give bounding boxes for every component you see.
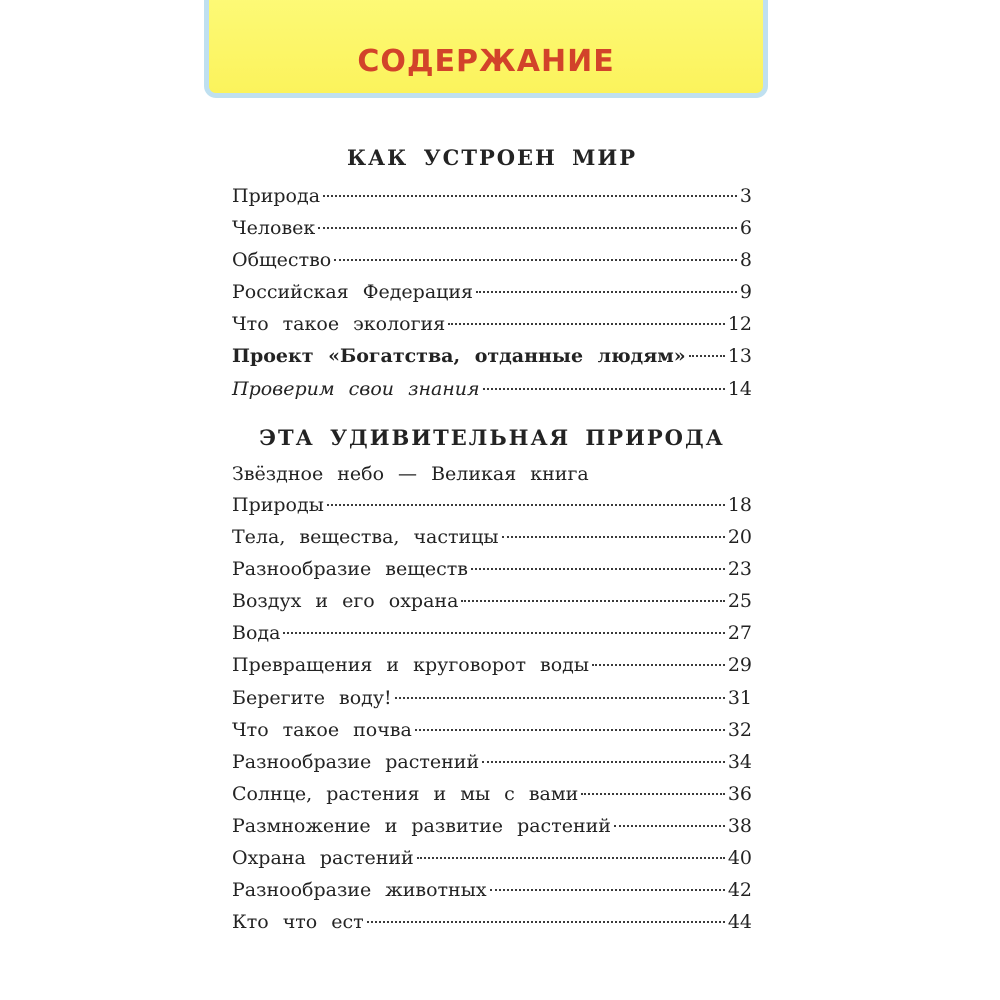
dot-leader bbox=[283, 632, 724, 634]
toc-entry-page: 44 bbox=[727, 911, 752, 934]
toc-entry-substance-variety[interactable] bbox=[232, 553, 752, 585]
toc-entry-title: Воздух и его охрана bbox=[232, 590, 459, 613]
dot-leader bbox=[476, 291, 737, 293]
dot-leader bbox=[482, 761, 725, 763]
toc-entry-title: Что такое почва bbox=[232, 718, 412, 741]
toc-entry-page: 42 bbox=[727, 879, 752, 902]
toc-entry-page: 12 bbox=[727, 313, 752, 336]
dot-leader bbox=[581, 793, 725, 795]
toc-entry-title: Вода bbox=[232, 622, 281, 645]
toc-entry-starry-sky[interactable] bbox=[232, 460, 752, 521]
toc-entry-society[interactable] bbox=[232, 244, 752, 276]
toc-entry-project[interactable] bbox=[232, 340, 752, 372]
toc-entry-page: 34 bbox=[727, 750, 752, 773]
dot-leader bbox=[448, 323, 725, 325]
dot-leader bbox=[689, 355, 725, 357]
toc-entry-ecology[interactable] bbox=[232, 308, 752, 340]
toc-entry-page: 32 bbox=[727, 718, 752, 741]
toc-entry-who-eats-what[interactable] bbox=[232, 906, 752, 938]
toc-entry-title: Солнце, растения и мы с вами bbox=[232, 782, 579, 805]
toc-entry-title: Кто что ест bbox=[232, 911, 364, 934]
dot-leader bbox=[502, 536, 725, 538]
toc-entry-title: Природы bbox=[232, 494, 324, 516]
dot-leader bbox=[417, 857, 725, 859]
toc-entry-page: 13 bbox=[727, 345, 752, 368]
toc-entry-page: 29 bbox=[727, 654, 752, 677]
toc-entry-page: 14 bbox=[727, 377, 752, 400]
dot-leader bbox=[323, 195, 737, 197]
toc-entry-plant-protection[interactable] bbox=[232, 842, 752, 874]
toc-entry-water-cycle[interactable] bbox=[232, 649, 752, 681]
toc-entry-page: 27 bbox=[727, 622, 752, 645]
contents-title: СОДЕРЖАНИЕ bbox=[357, 44, 615, 79]
dot-leader bbox=[318, 227, 737, 229]
toc-entry-animal-variety[interactable] bbox=[232, 874, 752, 906]
toc-entry-human[interactable] bbox=[232, 212, 752, 244]
toc-entry-title: Тела, вещества, частицы bbox=[232, 526, 499, 549]
toc-entry-title: Разнообразие веществ bbox=[232, 558, 468, 581]
toc-entry-title: Человек bbox=[232, 217, 316, 240]
toc-entry-title: Разнообразие животных bbox=[232, 879, 487, 902]
toc-entry-page: 36 bbox=[727, 782, 752, 805]
dot-leader bbox=[592, 664, 725, 666]
section-heading-amazing-nature: ЭТА УДИВИТЕЛЬНАЯ ПРИРОДА bbox=[259, 425, 725, 450]
toc-list-section-1 bbox=[232, 180, 752, 405]
toc-entry-title: Охрана растений bbox=[232, 847, 414, 870]
toc-entry-title: Берегите воду! bbox=[232, 686, 392, 709]
toc-entry-title: Природа bbox=[232, 185, 321, 207]
toc-entry-page: 8 bbox=[739, 249, 752, 272]
toc-list-section-2 bbox=[232, 460, 752, 938]
toc-entry-title: Разнообразие растений bbox=[232, 750, 480, 773]
toc-entry-title: Общество bbox=[232, 249, 332, 272]
toc-entry-title: Размножение и развитие растений bbox=[232, 814, 611, 837]
toc-entry-title: Российская Федерация bbox=[232, 281, 474, 304]
dot-leader bbox=[471, 568, 725, 570]
toc-entry-page: 6 bbox=[739, 217, 752, 240]
toc-entry-page: 40 bbox=[727, 847, 752, 870]
toc-entry-title: Проверим свои знания bbox=[232, 377, 480, 400]
toc-entry-page: 20 bbox=[727, 526, 752, 549]
toc-entry-soil[interactable] bbox=[232, 714, 752, 746]
toc-entry-bodies-substances[interactable] bbox=[232, 521, 752, 553]
toc-entry-plant-variety[interactable] bbox=[232, 746, 752, 778]
toc-entry-page: 9 bbox=[739, 281, 752, 304]
toc-entry-page: 18 bbox=[727, 494, 752, 516]
dot-leader bbox=[334, 259, 737, 261]
toc-entry-title: Превращения и круговорот воды bbox=[232, 654, 589, 677]
toc-entry-save-water[interactable] bbox=[232, 682, 752, 714]
toc-entry-air[interactable] bbox=[232, 585, 752, 617]
toc-entry-title: Проект «Богатства, отданные людям» bbox=[232, 345, 686, 368]
dot-leader bbox=[614, 825, 725, 827]
toc-entry-nature[interactable] bbox=[232, 180, 752, 212]
dot-leader bbox=[367, 921, 725, 923]
toc-entry-title: Что такое экология bbox=[232, 313, 446, 336]
toc-entry-page: 3 bbox=[739, 185, 752, 207]
dot-leader bbox=[483, 388, 725, 390]
toc-entry-page: 25 bbox=[727, 590, 752, 613]
toc-entry-page: 38 bbox=[727, 814, 752, 837]
dot-leader bbox=[327, 504, 725, 506]
toc-entry-water[interactable] bbox=[232, 617, 752, 649]
toc-entry-check-knowledge[interactable] bbox=[232, 373, 752, 405]
dot-leader bbox=[461, 600, 724, 602]
toc-entry-page: 23 bbox=[727, 558, 752, 581]
dot-leader bbox=[395, 697, 725, 699]
toc-entry-russian-federation[interactable] bbox=[232, 276, 752, 308]
toc-entry-plant-reproduction[interactable] bbox=[232, 810, 752, 842]
dot-leader bbox=[490, 889, 725, 891]
toc-entry-title-line1: Звёздное небо — Великая книга bbox=[232, 463, 589, 485]
section-heading-how-the-world-works: КАК УСТРОЕН МИР bbox=[346, 145, 638, 170]
toc-entry-sun-plants[interactable] bbox=[232, 778, 752, 810]
dot-leader bbox=[415, 729, 725, 731]
toc-entry-page: 31 bbox=[727, 686, 752, 709]
